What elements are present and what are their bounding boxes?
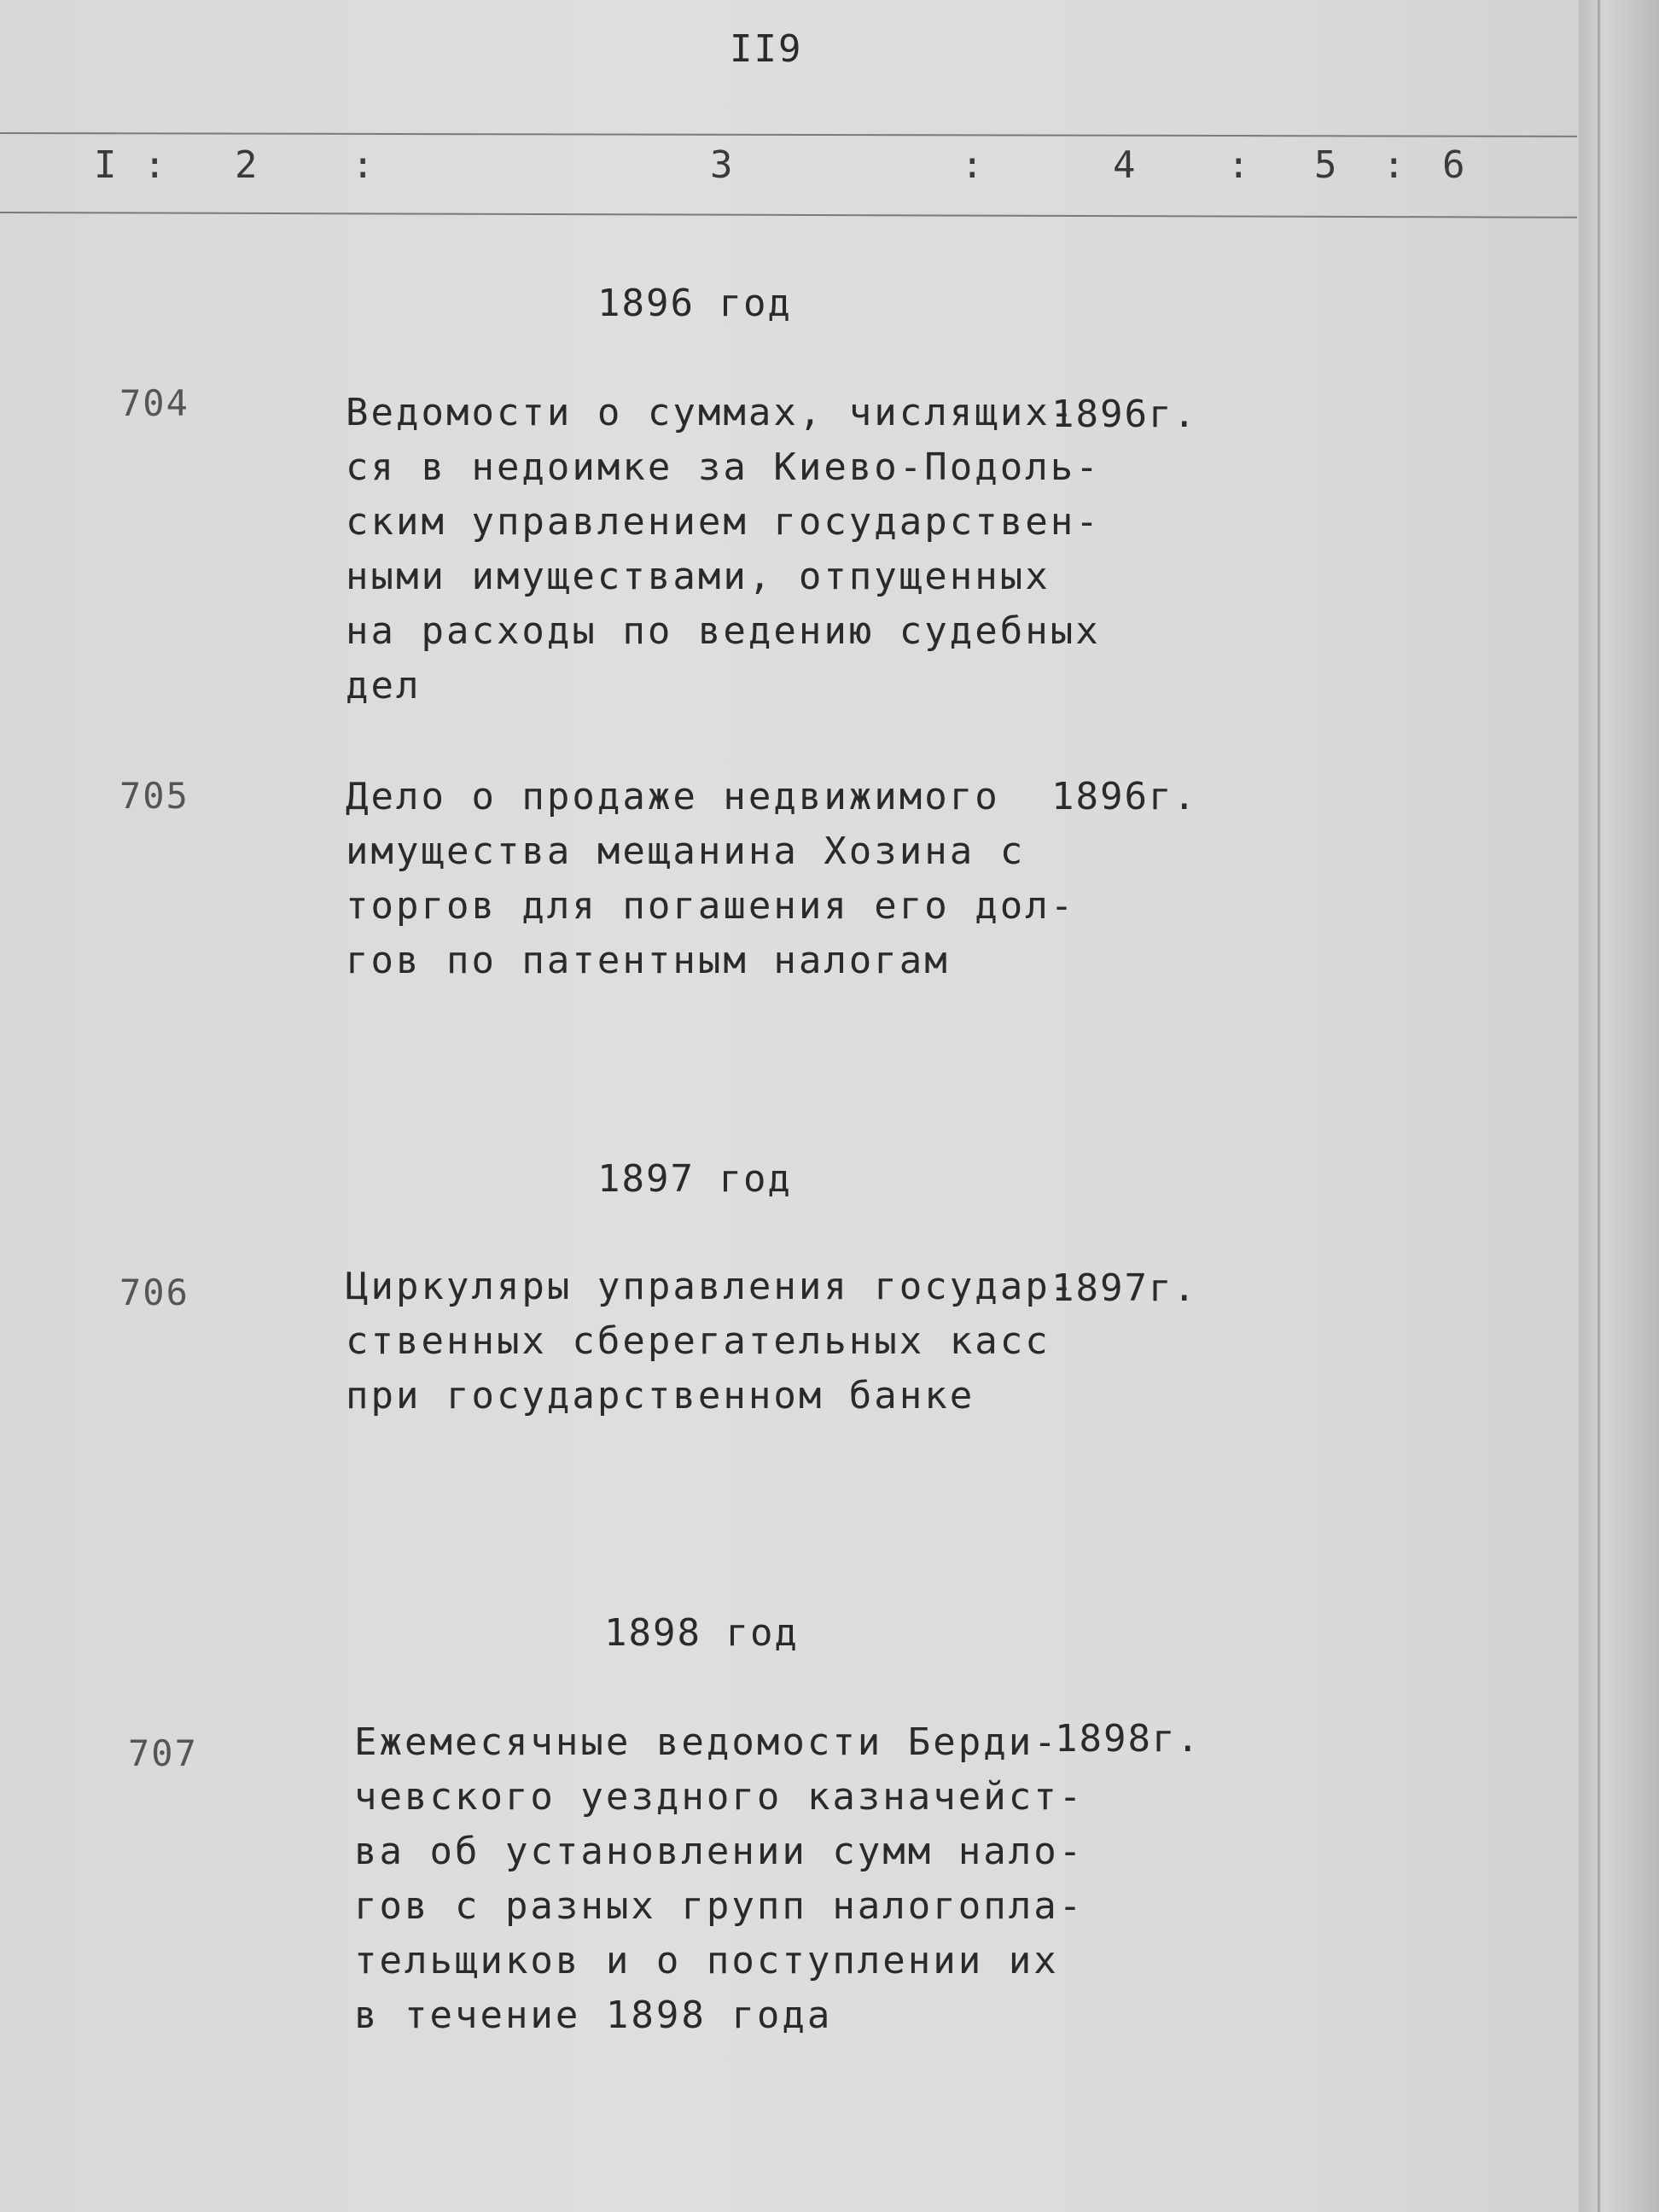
column-separator: : <box>961 143 986 187</box>
description-line: Ежемесячные ведомости Берди- <box>354 1720 1059 1764</box>
description-line: гов с разных групп налогопла- <box>354 1884 1085 1928</box>
description-line: ским управлением государствен- <box>346 500 1101 544</box>
column-separator: : <box>1382 143 1407 187</box>
entry-date-704: 1896г. <box>1051 393 1197 436</box>
page-edge-line <box>1598 0 1600 2212</box>
column-separator: : <box>1227 143 1252 187</box>
column-header-2: 2 <box>235 143 259 187</box>
description-line: Ведомости о суммах, числящих- <box>346 391 1076 434</box>
entry-number-705: 705 <box>119 775 189 817</box>
description-line: ными имуществами, отпущенных <box>346 555 1051 598</box>
description-line: Циркуляры управления государ- <box>346 1265 1076 1308</box>
column-header-3: 3 <box>710 143 735 187</box>
description-line: гов по патентным налогам <box>346 939 950 982</box>
entry-number-707: 707 <box>128 1732 198 1774</box>
entry-description-705 <box>346 770 1076 988</box>
column-header-1: I <box>94 143 119 187</box>
description-line: тельщиков и о поступлении их <box>354 1939 1059 1982</box>
entry-description-704 <box>346 386 1101 713</box>
entry-date-705: 1896г. <box>1051 775 1197 818</box>
entry-number-706: 706 <box>119 1272 189 1313</box>
description-line: ственных сберегательных касс <box>346 1319 1051 1363</box>
column-separator: : <box>352 143 376 187</box>
entry-date-707: 1898г. <box>1055 1717 1201 1761</box>
column-header-5: 5 <box>1314 143 1339 187</box>
description-line: на расходы по ведению судебных <box>346 609 1101 653</box>
description-line: в течение 1898 года <box>354 1994 833 2037</box>
page-edge <box>1579 0 1659 2212</box>
column-separator: : <box>143 143 168 187</box>
entry-date-706: 1897г. <box>1051 1266 1197 1310</box>
description-line: имущества мещанина Хозина с <box>346 830 1026 873</box>
description-line: Дело о продаже недвижимого <box>346 775 1000 818</box>
entry-description-706 <box>346 1260 1076 1423</box>
description-line: торгов для погашения его дол- <box>346 884 1076 928</box>
year-heading-1896: 1896 год <box>597 282 792 325</box>
description-line: дел <box>346 664 422 707</box>
year-heading-1897: 1897 год <box>597 1157 792 1201</box>
entry-description-707 <box>354 1715 1085 2043</box>
entry-number-704: 704 <box>119 382 189 424</box>
year-heading-1898: 1898 год <box>604 1611 799 1655</box>
description-line: чевского уездного казначейст- <box>354 1775 1085 1819</box>
column-header-4: 4 <box>1113 143 1138 187</box>
column-header-6: 6 <box>1442 143 1467 187</box>
description-line: ва об установлении сумм нало- <box>354 1830 1085 1873</box>
page-number: II9 <box>730 27 803 71</box>
description-line: при государственном банке <box>346 1374 975 1417</box>
description-line: ся в недоимке за Киево-Подоль- <box>346 445 1101 489</box>
